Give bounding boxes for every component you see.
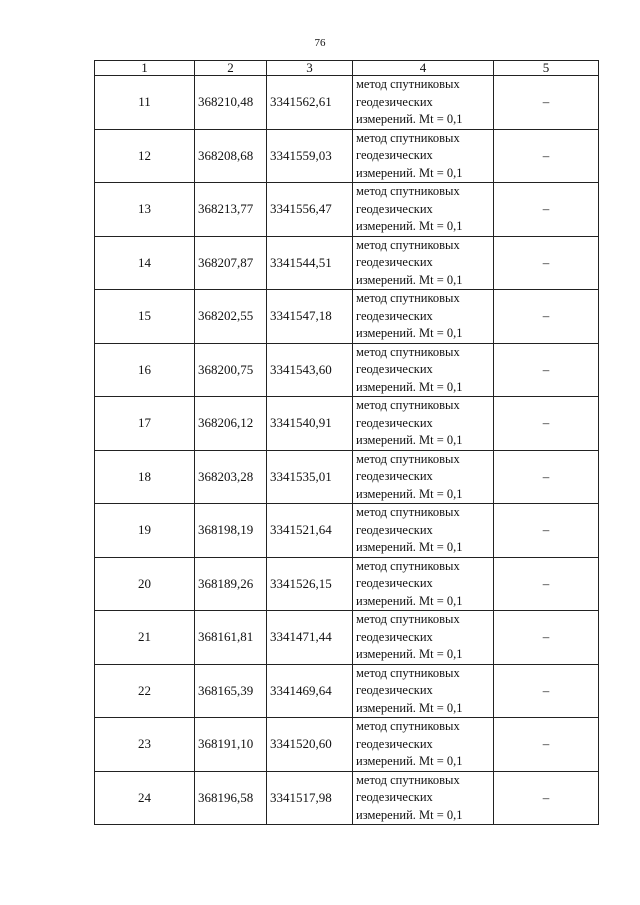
page-number: 76 [314,37,326,49]
method-line: измерений. Mt = 0,1 [356,379,463,394]
method-line: измерений. Mt = 0,1 [356,219,463,233]
note-cell: – [494,129,599,183]
table-row [95,664,599,718]
method-line: метод спутниковых [356,344,460,359]
method-line: метод спутниковых [356,237,460,252]
coordinate-y-cell: 3341540,91 [267,397,353,451]
coordinate-y-cell: 3341559,03 [267,129,353,183]
table-row [95,183,599,237]
column-header-1: 1 [95,61,195,76]
point-number-cell: 18 [95,450,195,504]
method-cell [353,290,494,344]
coordinate-x-cell: 368198,19 [195,504,267,558]
point-number-cell: 19 [95,504,195,558]
table-row [95,129,599,183]
table-row [95,236,599,290]
coordinate-x-cell: 368191,10 [195,718,267,772]
table-row [95,771,599,825]
method-line: метод спутниковых [356,719,460,733]
table-header-row [95,61,599,76]
point-number-cell: 21 [95,611,195,665]
method-cell [353,718,494,772]
method-line: метод спутниковых [356,451,460,466]
table-row [95,450,599,504]
coordinate-x-cell: 368196,58 [195,771,267,825]
table-row [95,557,599,611]
point-number-cell: 12 [95,129,195,183]
note-cell: – [494,397,599,451]
note-cell: – [494,343,599,397]
coordinate-x-cell: 368210,48 [195,76,267,130]
note-cell: – [494,611,599,665]
method-line: измерений. Mt = 0,1 [356,112,463,126]
coordinate-y-cell: 3341520,60 [267,718,353,772]
note-cell: – [494,236,599,290]
coordinate-y-cell: 3341535,01 [267,450,353,504]
coordinate-y-cell: 3341526,15 [267,557,353,611]
coordinate-y-cell: 3341517,98 [267,771,353,825]
method-line: метод спутниковых [356,184,460,198]
method-line: метод спутниковых [356,665,460,680]
note-cell: – [494,504,599,558]
point-number-cell: 22 [95,664,195,718]
coordinate-x-cell: 368202,55 [195,290,267,344]
method-cell [353,611,494,665]
coordinate-y-cell: 3341547,18 [267,290,353,344]
note-cell: – [494,76,599,130]
table-body [95,76,599,825]
method-line: геодезических [356,255,433,269]
coordinate-x-cell: 368207,87 [195,236,267,290]
coordinate-x-cell: 368206,12 [195,397,267,451]
note-cell: – [494,450,599,504]
method-line: измерений. Mt = 0,1 [356,647,463,661]
table-row [95,397,599,451]
method-cell [353,771,494,825]
method-line: метод спутниковых [356,398,460,412]
method-line: геодезических [356,362,433,376]
column-header-5: 5 [494,61,599,76]
method-line: геодезических [356,629,433,644]
point-number-cell: 16 [95,343,195,397]
method-line: измерений. Mt = 0,1 [356,433,463,447]
method-cell [353,397,494,451]
coordinate-y-cell: 3341471,44 [267,611,353,665]
point-number-cell: 11 [95,76,195,130]
coordinate-y-cell: 3341562,61 [267,76,353,130]
note-cell: – [494,718,599,772]
method-line: геодезических [356,522,433,537]
method-line: геодезических [356,415,433,430]
method-line: метод спутниковых [356,558,460,573]
coordinate-x-cell: 368208,68 [195,129,267,183]
method-line: метод спутниковых [356,505,460,519]
point-number-cell: 14 [95,236,195,290]
note-cell: – [494,771,599,825]
column-header-2: 2 [195,61,267,76]
coordinate-x-cell: 368203,28 [195,450,267,504]
method-cell [353,450,494,504]
method-cell [353,236,494,290]
coordinate-y-cell: 3341556,47 [267,183,353,237]
method-line: измерений. Mt = 0,1 [356,486,463,501]
method-line: геодезических [356,790,433,804]
method-line: измерений. Mt = 0,1 [356,540,463,554]
table-row [95,504,599,558]
note-cell: – [494,557,599,611]
method-line: геодезических [356,94,433,109]
method-cell [353,183,494,237]
method-cell [353,504,494,558]
column-header-4: 4 [353,61,494,76]
method-line: геодезических [356,736,433,751]
table-row [95,718,599,772]
method-line: измерений. Mt = 0,1 [356,754,463,768]
table-row [95,611,599,665]
note-cell: – [494,290,599,344]
method-cell [353,343,494,397]
point-number-cell: 20 [95,557,195,611]
method-line: измерений. Mt = 0,1 [356,326,463,340]
method-line: измерений. Mt = 0,1 [356,807,463,822]
method-line: геодезических [356,148,433,162]
method-cell [353,557,494,611]
point-number-cell: 23 [95,718,195,772]
coordinate-x-cell: 368189,26 [195,557,267,611]
point-number-cell: 15 [95,290,195,344]
note-cell: – [494,664,599,718]
method-line: метод спутниковых [356,77,460,91]
method-cell [353,129,494,183]
coordinate-y-cell: 3341543,60 [267,343,353,397]
coordinate-x-cell: 368161,81 [195,611,267,665]
method-line: геодезических [356,576,433,590]
method-line: метод спутниковых [356,772,460,787]
coordinates-table [94,60,599,825]
point-number-cell: 17 [95,397,195,451]
column-header-3: 3 [267,61,353,76]
method-line: измерений. Mt = 0,1 [356,165,463,180]
table-row [95,290,599,344]
method-line: геодезических [356,469,433,483]
coordinate-x-cell: 368165,39 [195,664,267,718]
coordinate-y-cell: 3341469,64 [267,664,353,718]
coordinate-x-cell: 368200,75 [195,343,267,397]
method-cell [353,664,494,718]
method-line: измерений. Mt = 0,1 [356,593,463,608]
note-cell: – [494,183,599,237]
method-line: геодезических [356,201,433,216]
method-line: измерений. Mt = 0,1 [356,700,463,715]
coordinate-y-cell: 3341521,64 [267,504,353,558]
method-line: метод спутниковых [356,612,460,626]
method-line: геодезических [356,308,433,323]
method-line: геодезических [356,683,433,697]
coordinate-y-cell: 3341544,51 [267,236,353,290]
table-row [95,76,599,130]
point-number-cell: 13 [95,183,195,237]
method-line: метод спутниковых [356,291,460,305]
table-row [95,343,599,397]
method-cell [353,76,494,130]
method-line: метод спутниковых [356,130,460,145]
point-number-cell: 24 [95,771,195,825]
method-line: измерений. Mt = 0,1 [356,272,463,287]
coordinate-x-cell: 368213,77 [195,183,267,237]
